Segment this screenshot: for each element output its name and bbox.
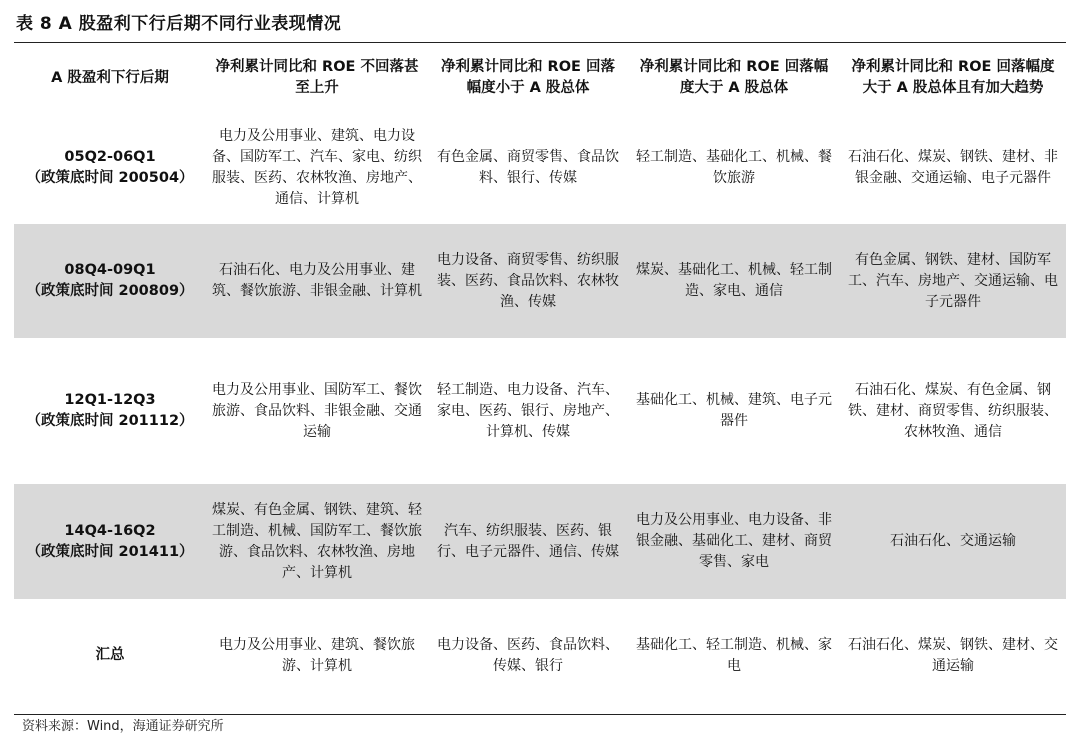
period-label: 05Q2-06Q1 <box>64 149 156 165</box>
industry-cell: 有色金属、钢铁、建材、国防军工、汽车、房地产、交通运输、电子元器件 <box>840 224 1066 338</box>
industry-performance-table <box>14 44 1066 712</box>
industry-cell: 汽车、纺织服装、医药、银行、电子元器件、通信、传媒 <box>428 484 628 599</box>
period-label: 08Q4-09Q1 <box>64 262 156 278</box>
industry-cell: 石油石化、煤炭、钢铁、建材、交通运输 <box>848 636 1058 674</box>
top-rule <box>14 42 1066 43</box>
table-title: 表 8 A 股盈利下行后期不同行业表现情况 <box>16 14 342 34</box>
industry-cell: 有色金属、商贸零售、食品饮料、银行、传媒 <box>437 149 619 186</box>
industry-cell: 基础化工、机械、建筑、电子元器件 <box>636 392 832 429</box>
industry-cell: 电力及公用事业、建筑、电力设备、国防军工、汽车、家电、纺织服装、医药、农林牧渔、房地产、通信、计算机 <box>212 128 422 207</box>
bottom-rule <box>14 714 1066 715</box>
summary-label: 汇总 <box>95 647 125 663</box>
header-larger-decline: 净利累计同比和 ROE 回落幅度大于 A 股总体 <box>639 59 829 96</box>
industry-cell: 电力及公用事业、国防军工、餐饮旅游、食品饮料、非银金融、交通运输 <box>212 381 422 440</box>
industry-cell: 石油石化、交通运输 <box>840 484 1066 599</box>
table-row <box>14 338 1066 484</box>
period-cell <box>14 484 206 599</box>
header-larger-decline-widening: 净利累计同比和 ROE 回落幅度大于 A 股总体且有加大趋势 <box>851 59 1055 96</box>
industry-cell: 电力及公用事业、电力设备、非银金融、基础化工、建材、商贸零售、家电 <box>628 484 840 599</box>
industry-cell: 基础化工、轻工制造、机械、家电 <box>636 636 832 674</box>
summary-row <box>14 599 1066 712</box>
period-cell <box>14 112 206 224</box>
policy-bottom-label: （政策底时间 200504） <box>26 170 194 186</box>
source-note: 资料来源：Wind，海通证券研究所 <box>22 719 224 734</box>
industry-cell: 轻工制造、基础化工、机械、餐饮旅游 <box>636 149 832 186</box>
period-label: 14Q4-16Q2 <box>64 522 156 539</box>
header-no-decline: 净利累计同比和 ROE 不回落甚至上升 <box>215 59 419 96</box>
industry-cell: 电力设备、商贸零售、纺织服装、医药、食品饮料、农林牧渔、传媒 <box>428 224 628 338</box>
table-row <box>14 484 1066 599</box>
table-row <box>14 224 1066 338</box>
industry-cell: 石油石化、电力及公用事业、建筑、餐饮旅游、非银金融、计算机 <box>206 224 428 338</box>
industry-cell: 煤炭、基础化工、机械、轻工制造、家电、通信 <box>628 224 840 338</box>
industry-cell: 石油石化、煤炭、有色金属、钢铁、建材、商贸零售、纺织服装、农林牧渔、通信 <box>848 381 1058 440</box>
period-cell <box>14 338 206 484</box>
header-period: A 股盈利下行后期 <box>51 69 169 86</box>
industry-cell: 轻工制造、电力设备、汽车、家电、医药、银行、房地产、计算机、传媒 <box>437 381 619 440</box>
policy-bottom-label: （政策底时间 201411） <box>26 543 194 560</box>
policy-bottom-label: （政策底时间 200809） <box>26 283 194 299</box>
industry-cell: 石油石化、煤炭、钢铁、建材、非银金融、交通运输、电子元器件 <box>848 149 1058 186</box>
period-cell <box>14 224 206 338</box>
policy-bottom-label: （政策底时间 201112） <box>26 413 194 429</box>
period-label: 12Q1-12Q3 <box>64 392 156 408</box>
table-row <box>14 112 1066 224</box>
header-smaller-decline: 净利累计同比和 ROE 回落幅度小于 A 股总体 <box>441 59 615 96</box>
industry-cell: 电力及公用事业、建筑、餐饮旅游、计算机 <box>219 636 415 674</box>
industry-cell: 电力设备、医药、食品饮料、传媒、银行 <box>437 636 619 674</box>
header-row <box>14 44 1066 112</box>
industry-cell: 煤炭、有色金属、钢铁、建筑、轻工制造、机械、国防军工、餐饮旅游、食品饮料、农林牧渔、房地产、计算机 <box>206 484 428 599</box>
